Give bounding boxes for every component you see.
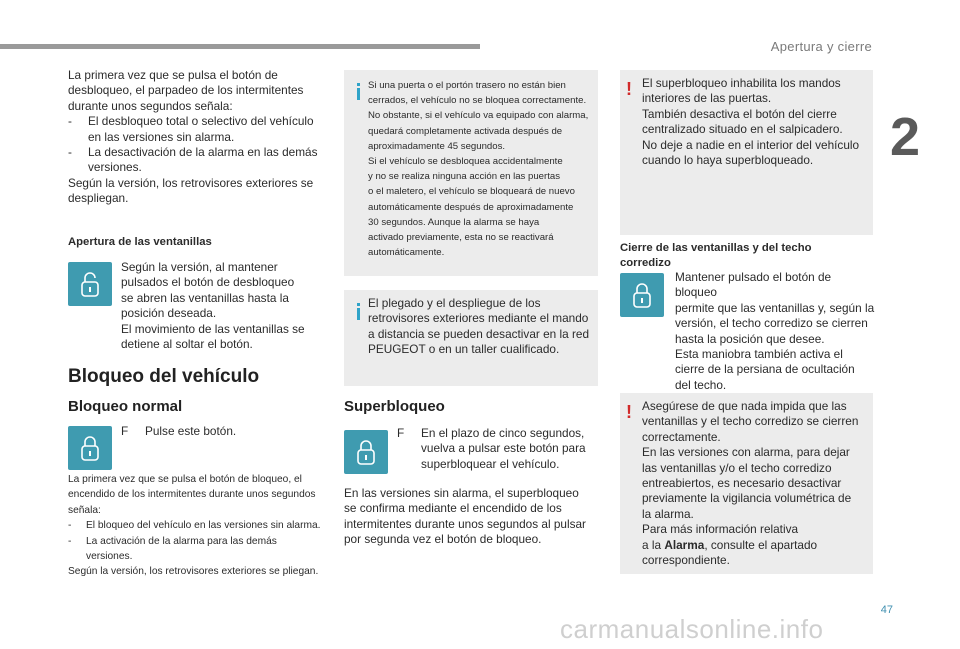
list-text: La desactivación de la alarma en las demás <box>88 145 318 160</box>
info-icon <box>357 303 360 306</box>
watermark: carmanualsonline.info <box>560 614 824 644</box>
text-line: PEUGEOT o en un taller cualificado. <box>368 342 560 357</box>
text-line: se abren las ventanillas hasta la <box>121 290 289 305</box>
info-icon <box>357 83 360 86</box>
header-rule <box>0 44 480 49</box>
section-title: Apertura y cierre <box>770 39 872 54</box>
list-item <box>68 145 338 176</box>
text-line: detiene al soltar el botón. <box>121 337 253 352</box>
normal-lock-details <box>68 472 330 580</box>
text-line: Esta maniobra también activa el <box>675 347 843 362</box>
intro-end: Según la versión, los retrovisores exteriores se <box>68 175 314 190</box>
text-line: vuelva a pulsar este botón para <box>421 441 586 456</box>
text-line: automáticamente después de aproximadamente <box>368 201 574 213</box>
list-dash: - <box>68 520 72 532</box>
list-text: La activación de la alarma para las demás <box>86 535 277 547</box>
windows-text <box>121 260 331 352</box>
warning-text <box>642 76 870 168</box>
list-text: en las versiones sin alarma. <box>88 129 235 144</box>
lock-icon <box>68 426 112 470</box>
info-note-doors <box>344 70 598 276</box>
text-line: Si el vehículo se desbloquea accidentalmente <box>368 156 563 168</box>
warning-icon: ! <box>626 79 632 99</box>
list-text: versiones. <box>88 160 142 175</box>
text-line: la alarma. <box>642 506 694 521</box>
unlock-intro <box>68 68 338 207</box>
text-line: También desactiva el botón del cierre <box>642 106 837 121</box>
lock-button-illustration <box>620 273 664 317</box>
text-line: El plegado y el despliegue de los <box>368 296 541 310</box>
text-line: Mantener pulsado el botón de bloqueo <box>675 270 832 300</box>
text-line: En las versiones con alarma, para dejar <box>642 445 850 460</box>
text-line: intermitentes durante unos segundos al pulsar <box>344 516 586 531</box>
list-dash: - <box>68 535 72 547</box>
lock-button-illustration <box>68 426 112 470</box>
text-line: En las versiones sin alarma, el superbloqueo <box>344 486 579 500</box>
close-windows-heading <box>620 241 870 270</box>
warning-text <box>642 399 870 568</box>
text-line: superbloquear el vehículo. <box>421 456 560 471</box>
text-line: o el maletero, el vehículo se bloqueará de nuevo <box>368 186 575 198</box>
text-line: El superbloqueo inhabilita los mandos <box>642 76 841 90</box>
info-note-text <box>368 296 596 358</box>
text-fragment: a la <box>642 537 665 552</box>
lock-icon <box>620 273 664 317</box>
text-line: las ventanillas y/o el techo corredizo <box>642 460 832 475</box>
list-item <box>68 518 330 533</box>
intro-end: despliegan. <box>68 191 129 206</box>
list-item <box>68 114 338 145</box>
text-line: centralizado situado en el salpicadero. <box>642 122 843 137</box>
text-line: automáticamente. <box>368 247 445 259</box>
step-text: Pulse este botón. <box>145 424 237 438</box>
windows-heading: Apertura de las ventanillas <box>68 236 212 248</box>
unlock-button-illustration <box>68 262 112 306</box>
text-line: No deje a nadie en el interior del vehículo <box>642 137 860 152</box>
info-note-mirrors <box>344 290 598 386</box>
info-icon-stem <box>357 88 360 100</box>
text-line: correctamente. <box>642 429 721 444</box>
lock-icon <box>344 430 388 474</box>
text-line: activado previamente, esta no se reactivará <box>368 232 554 244</box>
warning-icon: ! <box>626 402 632 422</box>
unlock-icon <box>68 262 112 306</box>
text-line: Asegúrese de que nada impida que las <box>642 399 847 413</box>
list-text: versiones. <box>86 551 133 563</box>
warning-note-superlock <box>620 70 873 235</box>
intro-line: La primera vez que se pulsa el botón de <box>68 68 278 82</box>
close-windows-text <box>675 270 875 393</box>
text-line: retrovisores exteriores mediante el mando <box>368 311 589 326</box>
heading-line: corredizo <box>620 256 671 269</box>
heading-line: Cierre de las ventanillas y del techo <box>620 242 812 254</box>
text-line: cierre de la persiana de ocultación <box>675 362 855 377</box>
info-note-text <box>368 78 596 260</box>
text-line: correspondiente. <box>642 553 730 568</box>
text-line: y no se realiza ninguna acción en las puertas <box>368 171 560 183</box>
text-line: se confirma mediante el encendido de los <box>344 501 562 516</box>
text-line: pulsados el botón de desbloqueo <box>121 275 295 290</box>
chapter-number: 2 <box>890 107 921 167</box>
intro-line: desbloqueo, el parpadeo de los intermitentes <box>68 83 304 98</box>
superlock-step <box>397 426 597 472</box>
text-line: Según la versión, al mantener <box>121 260 278 274</box>
normal-lock-heading: Bloqueo normal <box>68 398 183 415</box>
info-icon-stem <box>357 308 360 320</box>
lock-heading: Bloqueo del vehículo <box>68 366 260 387</box>
text-line: cuando lo haya superbloqueado. <box>642 153 814 168</box>
list-item <box>68 534 330 565</box>
text-line: a distancia se pueden desactivar en la red <box>368 326 590 341</box>
normal-lock-step <box>121 424 236 439</box>
text-line: del techo. <box>675 377 727 392</box>
text-line: Según la versión, los retrovisores exteriores se pliegan. <box>68 566 319 578</box>
list-text: El desbloqueo total o selectivo del vehículo <box>88 114 314 129</box>
step-marker: F <box>121 424 129 438</box>
step-row <box>397 426 597 472</box>
list-text: El bloqueo del vehículo en las versiones sin alarma. <box>86 520 321 532</box>
text-line: por segunda vez el botón de bloqueo. <box>344 532 542 547</box>
text-line: Si una puerta o el portón trasero no están bien <box>368 80 566 91</box>
text-line: entreabiertos, es necesario desactivar <box>642 476 842 491</box>
text-line: permite que las ventanillas y, según la <box>675 300 875 315</box>
text-line: aproximadamente 45 segundos. <box>368 140 506 152</box>
text-line: previamente la vigilancia volumétrica de <box>642 491 852 506</box>
intro-line: durante unos segundos señala: <box>68 98 233 113</box>
text-line: quedará completamente activada después de <box>368 125 563 137</box>
text-line: interiores de las puertas. <box>642 91 772 106</box>
alarm-reference: Alarma <box>664 537 705 552</box>
page-number: 47 <box>880 604 893 616</box>
step-marker: F <box>397 426 405 440</box>
text-line: No obstante, si el vehículo va equipado con alarma, <box>368 110 589 122</box>
text-line: El movimiento de las ventanillas se <box>121 321 305 336</box>
text-fragment: , consulte el apartado <box>704 537 818 552</box>
text-line: encendido de los intermitentes durante unos segundos <box>68 489 316 501</box>
text-line: versión, el techo corredizo se cierren <box>675 316 868 331</box>
list-dash: - <box>68 114 72 129</box>
text-line: hasta la posición que desee. <box>675 331 825 346</box>
list-dash: - <box>68 145 72 160</box>
lock-button-illustration <box>344 430 388 474</box>
superlock-text <box>344 486 598 548</box>
text-line: Para más información relativa <box>642 522 799 537</box>
text-line: ventanillas y el techo corredizo se cierren <box>642 414 859 429</box>
text-line: posición deseada. <box>121 306 217 321</box>
text-line: 30 segundos. Aunque la alarma se haya <box>368 216 540 228</box>
text-line: señala: <box>68 504 101 516</box>
text-line: La primera vez que se pulsa el botón de bloqueo, el <box>68 474 302 485</box>
text-line <box>642 538 870 553</box>
text-line: En el plazo de cinco segundos, <box>421 426 585 440</box>
superlock-heading: Superbloqueo <box>344 398 445 415</box>
text-line: cerrados, el vehículo no se bloquea correctamente. <box>368 95 587 107</box>
warning-note-closing <box>620 393 873 574</box>
